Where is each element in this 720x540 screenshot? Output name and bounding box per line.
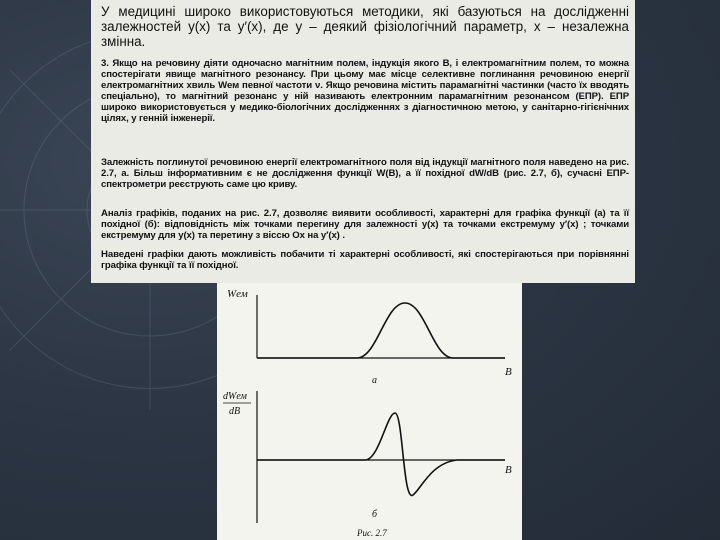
conclusion-paragraph: Наведені графіки дають можливість побачити ті характерні особливості, які спостерігаються при порівнянні графіка функції та її похідної. (101, 249, 629, 271)
intro-paragraph: У медицині широко використовуються методики, які базуються на дослідженні залежностей y(x) та y′(x), де y – деякий фізіологічний параметр, x – незалежна змінна. (101, 4, 629, 49)
bottom-caption: б (372, 509, 378, 520)
bottom-ylabel-den: dB (229, 406, 241, 417)
figure-2-7 (217, 283, 522, 540)
derivative-curve (257, 413, 505, 496)
bottom-ylabel-num: dWем (223, 391, 247, 402)
figure-caption: Рис. 2.7 (357, 528, 387, 538)
top-caption: а (372, 375, 377, 386)
dependence-paragraph: Залежність поглинутої речовиною енергії електромагнітного поля від індукції магнітного поля наведено на рис. 2.7, а. Більш інформативним є не дослідження функції W(B), а її похідної dW/dB (рис. 2.7, б), сучасні ЕПР-спектрометри реєструють саме цю криву. (101, 157, 629, 190)
epr-paragraph: 3. Якщо на речовину діяти одночасно магнітним полем, індукція якого B, і електромагнітним полем, то можна спостерігати явище магнітного резонансу. При цьому має місце селективне поглинання речовиною енергії електромагнітних хвиль Wем певної частоти ν. Якщо речовина містить парамагнітні частинки (часто їх вводять спеціально), то магнітний резонанс у ній називають електронним парамагнітним резонансом (ЕПР). ЕПР широко використовується у медико-біологічних дослідженнях з діагностичною метою, у санітарно-гігієнічних цілях, у генній інженерії. (101, 58, 629, 124)
bottom-xlabel: B (505, 464, 512, 476)
top-plot (227, 288, 512, 386)
textbook-page (91, 0, 635, 283)
top-ylabel: Wем (227, 288, 248, 300)
figure-svg (217, 283, 522, 540)
absorption-curve (257, 303, 505, 358)
top-xlabel: B (505, 366, 512, 378)
bottom-plot (223, 391, 512, 523)
analysis-paragraph: Аналіз графіків, поданих на рис. 2.7, дозволяє виявити особливості, характерні для графіка функції (а) та її похідної (б): відповідність між точками перегину для залежності y(x) та точками екстремуму y′(x) ; точками екстремуму для y(x) та перетину з віссю Ox на y′(x) . (101, 208, 629, 241)
